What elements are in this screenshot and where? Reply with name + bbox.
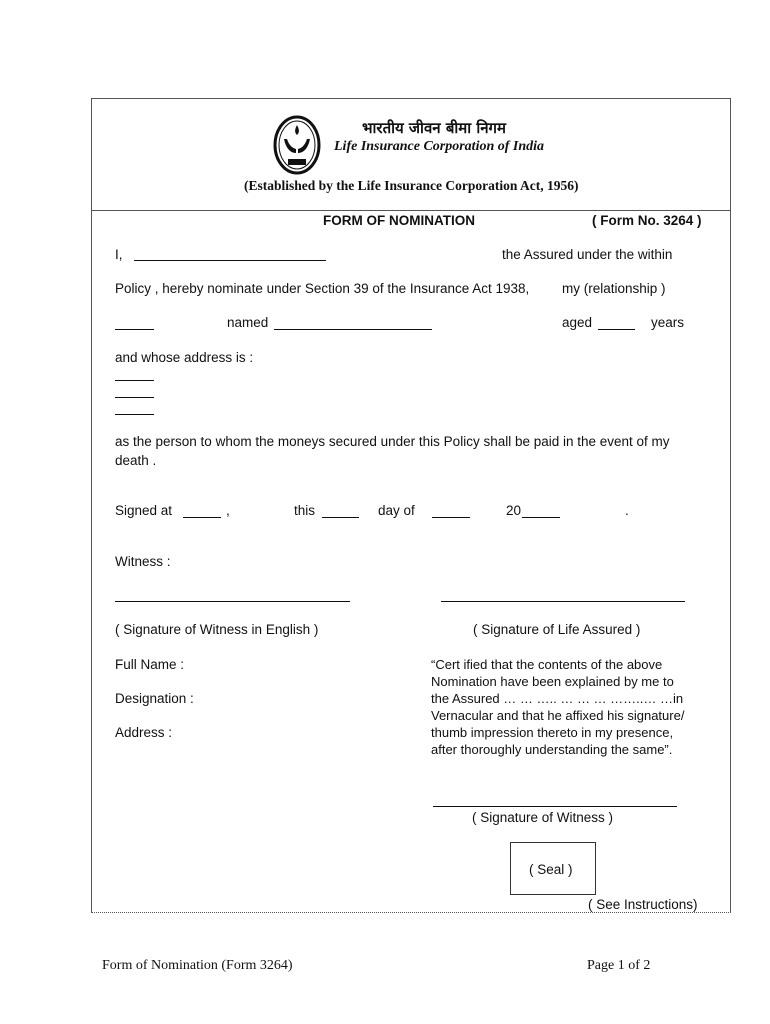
- certification-line-6: after thoroughly understanding the same”.: [431, 742, 673, 757]
- witness-signature-line[interactable]: [115, 601, 350, 602]
- footer-form-name: Form of Nomination (Form 3264): [102, 958, 293, 973]
- lic-emblem-icon: [272, 115, 322, 175]
- certification-line-4: Vernacular and that he affixed his signature/: [431, 708, 685, 723]
- certifying-witness-signature-line[interactable]: [433, 806, 677, 807]
- address-blank-1[interactable]: [115, 380, 154, 381]
- relationship-blank[interactable]: [115, 329, 154, 330]
- signed-at-label: Signed at: [115, 503, 173, 518]
- form-number: ( Form No. 3264 ): [592, 213, 702, 228]
- aged-label: aged: [562, 315, 593, 330]
- witness-label: Witness :: [115, 554, 171, 569]
- this-label: this: [294, 503, 316, 518]
- certifying-witness-caption: ( Signature of Witness ): [472, 810, 614, 825]
- policy-text: Policy , hereby nominate under Section 39 of the Insurance Act 1938,: [115, 281, 530, 296]
- age-blank[interactable]: [598, 329, 635, 330]
- seal-label: ( Seal ): [529, 862, 573, 877]
- place-blank[interactable]: [183, 517, 221, 518]
- relationship-label: my (relationship ): [562, 281, 666, 296]
- lic-logo: [272, 115, 322, 175]
- signed-at-comma: ,: [226, 503, 230, 518]
- address-blank-3[interactable]: [115, 414, 154, 415]
- assured-text: the Assured under the within: [502, 247, 673, 262]
- established-line: (Established by the Life Insurance Corporation Act, 1956): [244, 178, 579, 193]
- year-prefix: 20: [506, 503, 522, 518]
- designation-label: Designation :: [115, 691, 194, 706]
- nominee-name-blank[interactable]: [274, 329, 432, 330]
- years-label: years: [651, 315, 685, 330]
- see-instructions: ( See Instructions): [588, 897, 698, 912]
- address-blank-2[interactable]: [115, 397, 154, 398]
- header-divider: [91, 210, 731, 211]
- month-blank[interactable]: [432, 517, 470, 518]
- signed-period: .: [625, 503, 629, 518]
- full-name-label: Full Name :: [115, 657, 185, 672]
- certification-line-1: “Cert ified that the contents of the above: [431, 657, 663, 672]
- witness-address-label: Address :: [115, 725, 173, 740]
- day-blank[interactable]: [322, 517, 359, 518]
- i-label: I,: [115, 247, 123, 262]
- life-assured-signature-line[interactable]: [441, 601, 685, 602]
- org-name-english: Life Insurance Corporation of India: [334, 139, 545, 154]
- assured-name-blank[interactable]: [134, 260, 326, 261]
- certification-line-5: thumb impression thereto in my presence,: [431, 725, 674, 740]
- moneys-line-2: death .: [115, 453, 157, 468]
- moneys-line-1: as the person to whom the moneys secured under this Policy shall be paid in the event of my: [115, 434, 670, 449]
- address-label: and whose address is :: [115, 350, 254, 365]
- certification-line-3: the Assured … … ….. … … … ……..… …in: [431, 691, 684, 706]
- witness-signature-caption: ( Signature of Witness in English ): [115, 622, 319, 637]
- org-name-hindi: भारतीय जीवन बीमा निगम: [362, 119, 506, 137]
- named-label: named: [227, 315, 269, 330]
- life-assured-signature-caption: ( Signature of Life Assured ): [473, 622, 641, 637]
- footer-page-number: Page 1 of 2: [587, 958, 651, 973]
- certification-line-2: Nomination have been explained by me to: [431, 674, 674, 689]
- day-of-label: day of: [378, 503, 415, 518]
- year-blank[interactable]: [522, 517, 560, 518]
- form-title: FORM OF NOMINATION: [323, 213, 475, 228]
